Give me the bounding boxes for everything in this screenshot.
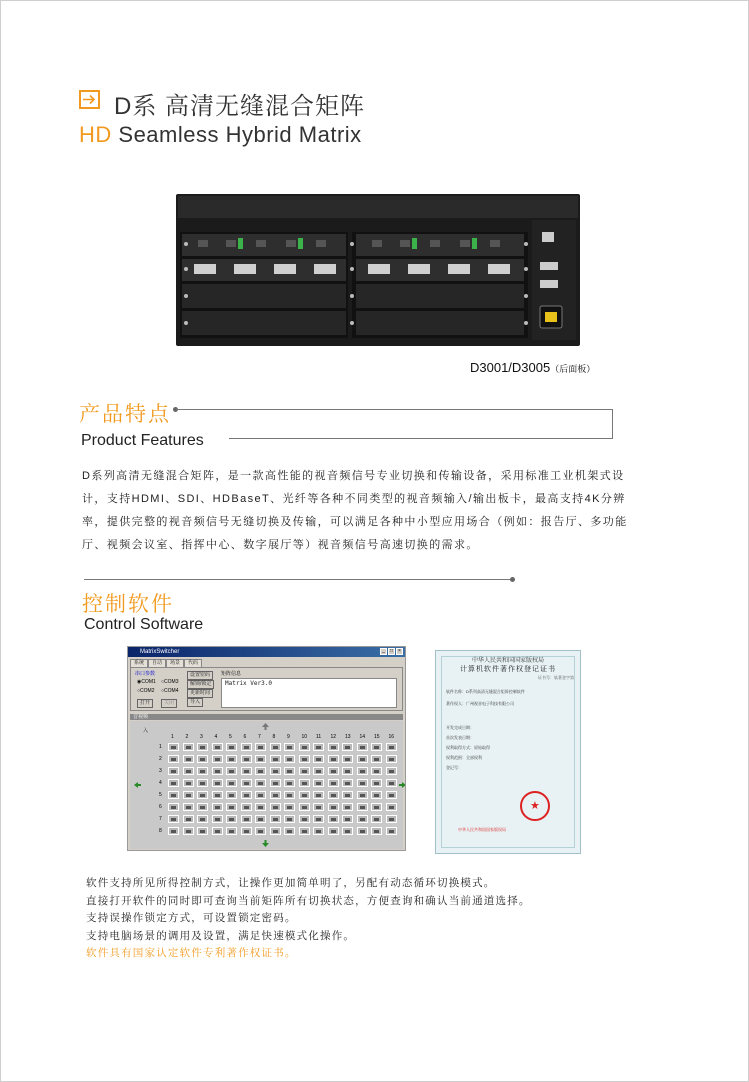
crosspoint-cell[interactable] bbox=[342, 803, 353, 811]
sw-tabs bbox=[130, 659, 202, 667]
crosspoint-cell[interactable] bbox=[183, 755, 194, 763]
cert-footer: 中华人民共和国国家版权局 bbox=[458, 827, 506, 832]
crosspoint-cell[interactable] bbox=[197, 791, 208, 799]
crosspoint-cell[interactable] bbox=[241, 779, 252, 787]
crosspoint-cell[interactable] bbox=[386, 767, 397, 775]
cert-row: 权利取得方式：原始取得 bbox=[446, 745, 490, 750]
arrow-icon bbox=[79, 90, 100, 109]
crosspoint-cell[interactable] bbox=[328, 803, 339, 811]
crosspoint-cell[interactable] bbox=[386, 755, 397, 763]
crosspoint-cell[interactable] bbox=[299, 827, 310, 835]
device-rear-panel bbox=[176, 194, 580, 346]
output-column-header: 6 bbox=[243, 734, 247, 740]
open-port-button[interactable]: 打开 bbox=[137, 699, 153, 708]
crosspoint-cell[interactable] bbox=[284, 779, 295, 787]
crosspoint-cell[interactable] bbox=[270, 779, 281, 787]
lock-button[interactable]: 解锁/锁定 bbox=[187, 680, 214, 689]
output-column-header: 5 bbox=[229, 734, 232, 740]
output-column-header: 2 bbox=[185, 734, 189, 740]
output-column-header: 12 bbox=[330, 734, 337, 740]
input-row-header: 3 bbox=[159, 768, 162, 774]
copyright-certificate bbox=[435, 650, 581, 854]
serial-group-label: 串口参数 bbox=[135, 671, 156, 677]
output-column-header: 15 bbox=[374, 734, 380, 740]
crosspoint-cell[interactable] bbox=[328, 767, 339, 775]
feature-line: 支持误操作锁定方式，可设置锁定密码。 bbox=[86, 912, 297, 924]
crosspoint-cell[interactable] bbox=[313, 827, 324, 835]
crosspoint-cell[interactable] bbox=[386, 779, 397, 787]
crosspoint-cell[interactable] bbox=[197, 827, 208, 835]
cert-row: 权利范围：全部权利 bbox=[446, 755, 482, 760]
crosspoint-cell[interactable] bbox=[212, 743, 223, 751]
crosspoint-cell[interactable] bbox=[386, 791, 397, 799]
crosspoint-cell[interactable] bbox=[357, 755, 368, 763]
crosspoint-cell[interactable] bbox=[255, 827, 266, 835]
crosspoint-cell[interactable] bbox=[241, 827, 252, 835]
crosspoint-cell[interactable] bbox=[328, 743, 339, 751]
crosspoint-cell[interactable] bbox=[371, 803, 382, 811]
update-time-button[interactable]: 更新时间 bbox=[187, 689, 213, 698]
output-column-header: 11 bbox=[316, 734, 322, 740]
crosspoint-cell[interactable] bbox=[299, 779, 310, 787]
crosspoint-cell[interactable] bbox=[357, 779, 368, 787]
crosspoint-cell[interactable] bbox=[212, 755, 223, 763]
title-en-rest: Seamless Hybrid Matrix bbox=[111, 122, 362, 147]
feature-line: 软件支持所见所得控制方式，让操作更加简单明了，另配有动态循环切换模式。 bbox=[86, 877, 496, 889]
crosspoint-cell[interactable] bbox=[241, 767, 252, 775]
crosspoint-cell[interactable] bbox=[386, 815, 397, 823]
crosspoint-cell[interactable] bbox=[255, 791, 266, 799]
crosspoint-cell[interactable] bbox=[342, 815, 353, 823]
input-row-header: 7 bbox=[159, 816, 162, 822]
crosspoint-cell[interactable] bbox=[226, 767, 237, 775]
close-icon[interactable]: × bbox=[396, 648, 403, 655]
crosspoint-cell[interactable] bbox=[299, 743, 310, 751]
crosspoint-cell[interactable] bbox=[255, 767, 266, 775]
crosspoint-cell[interactable] bbox=[386, 803, 397, 811]
crosspoint-cell[interactable] bbox=[197, 779, 208, 787]
crosspoint-cell[interactable] bbox=[357, 815, 368, 823]
crosspoint-cell[interactable] bbox=[284, 743, 295, 751]
crosspoint-cell[interactable] bbox=[342, 791, 353, 799]
crosspoint-cell[interactable] bbox=[386, 743, 397, 751]
crosspoint-cell[interactable] bbox=[313, 815, 324, 823]
crosspoint-cell[interactable] bbox=[212, 815, 223, 823]
log-textarea[interactable]: Matrix Ver3.0 bbox=[221, 678, 397, 708]
crosspoint-cell[interactable] bbox=[357, 803, 368, 811]
crosspoint-cell[interactable] bbox=[284, 815, 295, 823]
feature-line: 支持电脑场景的调用及设置，满足快速模式化操作。 bbox=[86, 929, 356, 942]
crosspoint-cell[interactable] bbox=[183, 827, 194, 835]
caption-model: D3001/D3005 bbox=[470, 360, 551, 375]
official-seal bbox=[520, 791, 550, 821]
cert-row: 开发完成日期： bbox=[446, 725, 474, 730]
crosspoint-cell[interactable] bbox=[197, 743, 208, 751]
feature-line: 直接打开软件的同时即可查询当前矩阵所有切换状态，方便查询和确认当前通道选择。 bbox=[86, 894, 531, 907]
crosspoint-cell[interactable] bbox=[328, 827, 339, 835]
input-row-header: 8 bbox=[159, 828, 162, 834]
close-port-button[interactable]: 关闭 bbox=[161, 699, 177, 708]
port-radio-com2[interactable]: ○COM2 bbox=[137, 688, 155, 694]
cert-frame bbox=[441, 656, 575, 848]
output-column-header: 4 bbox=[214, 734, 218, 740]
page-title-en bbox=[79, 122, 362, 148]
crosspoint-cell[interactable] bbox=[183, 779, 194, 787]
port-radio-com4[interactable]: ○COM4 bbox=[161, 688, 179, 694]
input-row-header: 5 bbox=[159, 792, 162, 798]
crosspoint-cell[interactable] bbox=[270, 815, 281, 823]
crosspoint-cell[interactable] bbox=[212, 779, 223, 787]
crosspoint-cell[interactable] bbox=[212, 827, 223, 835]
crosspoint-cell[interactable] bbox=[371, 827, 382, 835]
crosspoint-cell[interactable] bbox=[357, 767, 368, 775]
crosspoint-cell[interactable] bbox=[313, 767, 324, 775]
software-screenshot bbox=[127, 646, 406, 851]
device-caption bbox=[470, 360, 595, 375]
minimize-icon[interactable]: _ bbox=[380, 648, 387, 655]
tab-scene[interactable]: 场景 bbox=[166, 659, 184, 667]
crosspoint-cell[interactable] bbox=[270, 827, 281, 835]
crosspoint-cell[interactable] bbox=[299, 791, 310, 799]
input-row-header: 6 bbox=[159, 804, 162, 810]
crosspoint-cell[interactable] bbox=[241, 743, 252, 751]
features-line-bottom bbox=[229, 438, 613, 439]
crosspoint-cell[interactable] bbox=[371, 779, 382, 787]
crosspoint-cell[interactable] bbox=[371, 767, 382, 775]
set-password-button[interactable]: 设置密码 bbox=[187, 671, 213, 680]
crosspoint-cell[interactable] bbox=[183, 815, 194, 823]
crosspoint-cell[interactable] bbox=[226, 791, 237, 799]
up-arrow-icon[interactable] bbox=[261, 722, 270, 731]
features-title-en: Product Features bbox=[81, 432, 204, 449]
crosspoint-cell[interactable] bbox=[168, 755, 179, 763]
crosspoint-cell[interactable] bbox=[168, 743, 179, 751]
crosspoint-cell[interactable] bbox=[357, 791, 368, 799]
sw-window-title: MatrixSwitcher _ □ × bbox=[128, 647, 405, 657]
crosspoint-cell[interactable] bbox=[371, 815, 382, 823]
port-radio-com1[interactable]: ◉COM1 bbox=[137, 679, 156, 685]
crosspoint-cell[interactable] bbox=[342, 779, 353, 787]
output-column-header: 14 bbox=[359, 734, 366, 740]
crosspoint-cell[interactable] bbox=[168, 827, 179, 835]
output-column-header: 9 bbox=[287, 734, 290, 740]
crosspoint-cell[interactable] bbox=[226, 755, 237, 763]
crosspoint-cell[interactable] bbox=[241, 815, 252, 823]
maximize-icon[interactable]: □ bbox=[389, 648, 394, 654]
crosspoint-cell[interactable] bbox=[313, 743, 324, 751]
crosspoint-cell[interactable] bbox=[168, 767, 179, 775]
crosspoint-cell[interactable] bbox=[168, 803, 179, 811]
crosspoint-cell[interactable] bbox=[371, 743, 382, 751]
title-en-hd: HD bbox=[79, 122, 112, 147]
software-line bbox=[84, 579, 512, 580]
feature-line-highlight: 软件具有国家认定软件专利著作权证书。 bbox=[86, 947, 297, 959]
crosspoint-cell[interactable] bbox=[197, 815, 208, 823]
crosspoint-cell[interactable] bbox=[226, 779, 237, 787]
crosspoint-cell[interactable] bbox=[342, 743, 353, 751]
crosspoint-cell[interactable] bbox=[183, 803, 194, 811]
sw-settings-panel bbox=[130, 667, 403, 711]
matrix-bar: 音视频 bbox=[130, 714, 403, 720]
output-column-header: 3 bbox=[200, 734, 203, 740]
tab-system[interactable]: 系统 bbox=[130, 659, 148, 667]
crosspoint-cell[interactable] bbox=[299, 815, 310, 823]
crosspoint-cell[interactable] bbox=[342, 755, 353, 763]
output-column-header: 8 bbox=[272, 734, 276, 740]
crosspoint-cell[interactable] bbox=[241, 791, 252, 799]
left-arrow-icon[interactable] bbox=[133, 781, 142, 789]
matrix-grid bbox=[130, 721, 403, 849]
tab-auto[interactable]: 自动 bbox=[148, 659, 166, 667]
crosspoint-cell[interactable] bbox=[342, 767, 353, 775]
crosspoint-cell[interactable] bbox=[168, 791, 179, 799]
crosspoint-cell[interactable] bbox=[313, 779, 324, 787]
cert-number: 证书号：软著登字第 bbox=[538, 675, 574, 680]
crosspoint-cell[interactable] bbox=[328, 791, 339, 799]
right-arrow-icon[interactable] bbox=[398, 781, 406, 789]
cert-row: 首次发表日期： bbox=[446, 735, 474, 740]
crosspoint-cell[interactable] bbox=[270, 743, 281, 751]
features-title-cn: 产品特点 bbox=[79, 403, 171, 426]
crosspoint-cell[interactable] bbox=[371, 755, 382, 763]
crosspoint-cell[interactable] bbox=[212, 791, 223, 799]
output-column-header: 7 bbox=[258, 734, 261, 740]
crosspoint-cell[interactable] bbox=[255, 779, 266, 787]
crosspoint-cell[interactable] bbox=[270, 791, 281, 799]
software-title-en: Control Software bbox=[84, 616, 204, 633]
crosspoint-cell[interactable] bbox=[313, 791, 324, 799]
output-column-header: 13 bbox=[345, 734, 351, 740]
features-line-top bbox=[176, 409, 613, 410]
crosspoint-cell[interactable] bbox=[226, 743, 237, 751]
crosspoint-cell[interactable] bbox=[212, 803, 223, 811]
input-row-header: 2 bbox=[159, 756, 162, 762]
cert-title: 计算机软件著作权登记证书 bbox=[460, 666, 556, 673]
crosspoint-cell[interactable] bbox=[342, 827, 353, 835]
crosspoint-cell[interactable] bbox=[328, 755, 339, 763]
crosspoint-cell[interactable] bbox=[197, 755, 208, 763]
crosspoint-cell[interactable] bbox=[284, 767, 295, 775]
tab-code[interactable]: 代码 bbox=[184, 659, 202, 667]
log-label: 矩阵信息 bbox=[221, 671, 242, 677]
crosspoint-cell[interactable] bbox=[270, 803, 281, 811]
crosspoint-cell[interactable] bbox=[284, 803, 295, 811]
crosspoint-cell[interactable] bbox=[255, 743, 266, 751]
crosspoint-cell[interactable] bbox=[241, 803, 252, 811]
crosspoint-cell[interactable] bbox=[212, 767, 223, 775]
crosspoint-cell[interactable] bbox=[241, 755, 252, 763]
crosspoint-cell[interactable] bbox=[328, 815, 339, 823]
cert-row: 著作权人：广州视音电子科技有限公司 bbox=[446, 701, 514, 706]
crosspoint-cell[interactable] bbox=[255, 815, 266, 823]
crosspoint-cell[interactable] bbox=[371, 791, 382, 799]
crosspoint-cell[interactable] bbox=[270, 755, 281, 763]
crosspoint-cell[interactable] bbox=[313, 755, 324, 763]
crosspoint-cell[interactable] bbox=[299, 803, 310, 811]
crosspoint-cell[interactable] bbox=[313, 803, 324, 811]
crosspoint-cell[interactable] bbox=[328, 779, 339, 787]
software-feature-list bbox=[86, 875, 531, 963]
input-row-header: 4 bbox=[159, 780, 162, 786]
crosspoint-cell[interactable] bbox=[168, 815, 179, 823]
features-body: D系列高清无缝混合矩阵，是一款高性能的视音频信号专业切换和传输设备，采用标准工业机架式设计，支持HDMI、SDI、HDBaseT、光纤等各种不同类型的视音频输入/输出板卡，最高支持4K分辨率，提供完整的视音频信号无缝切换及传输，可以满足各种中小型应用场合（例如：报告厅、多功能厅、视频会议室、指挥中心、数字展厅等）视音频信号高速切换的需求。 bbox=[82, 470, 628, 551]
crosspoint-cell[interactable] bbox=[168, 779, 179, 787]
input-label: 入 bbox=[143, 728, 149, 734]
crosspoint-cell[interactable] bbox=[270, 767, 281, 775]
output-column-header: 16 bbox=[388, 734, 395, 740]
crosspoint-cell[interactable] bbox=[197, 803, 208, 811]
features-line-right bbox=[612, 409, 613, 439]
crosspoint-cell[interactable] bbox=[357, 743, 368, 751]
crosspoint-cell[interactable] bbox=[255, 755, 266, 763]
page-title-cn: D系 高清无缝混合矩阵 bbox=[114, 93, 365, 120]
software-title-cn: 控制软件 bbox=[82, 593, 174, 616]
crosspoint-cell[interactable] bbox=[197, 767, 208, 775]
crosspoint-cell[interactable] bbox=[357, 827, 368, 835]
port-radio-com3[interactable]: ○COM3 bbox=[161, 679, 179, 685]
crosspoint-cell[interactable] bbox=[226, 827, 237, 835]
crosspoint-cell[interactable] bbox=[386, 827, 397, 835]
import-button[interactable]: 导入 bbox=[187, 698, 203, 707]
crosspoint-cell[interactable] bbox=[284, 755, 295, 763]
software-dot bbox=[510, 577, 515, 582]
crosspoint-cell[interactable] bbox=[299, 767, 310, 775]
cert-row: 软件名称：D系列高清无缝混合矩阵控制软件 bbox=[446, 689, 525, 694]
crosspoint-cell[interactable] bbox=[183, 743, 194, 751]
cert-issuer: 中华人民共和国国家版权局 bbox=[471, 658, 544, 664]
cert-row: 登记号： bbox=[446, 765, 462, 770]
output-column-header: 10 bbox=[301, 734, 308, 740]
crosspoint-cell[interactable] bbox=[255, 803, 266, 811]
crosspoint-cell[interactable] bbox=[183, 767, 194, 775]
crosspoint-cell[interactable] bbox=[284, 827, 295, 835]
crosspoint-cell[interactable] bbox=[226, 815, 237, 823]
input-row-header: 1 bbox=[159, 744, 162, 750]
crosspoint-cell[interactable] bbox=[299, 755, 310, 763]
crosspoint-cell[interactable] bbox=[284, 791, 295, 799]
caption-note: （后面板） bbox=[550, 364, 596, 374]
crosspoint-cell[interactable] bbox=[226, 803, 237, 811]
crosspoint-cell[interactable] bbox=[183, 791, 194, 799]
down-arrow-icon[interactable] bbox=[261, 839, 270, 848]
output-column-header: 1 bbox=[171, 734, 174, 740]
